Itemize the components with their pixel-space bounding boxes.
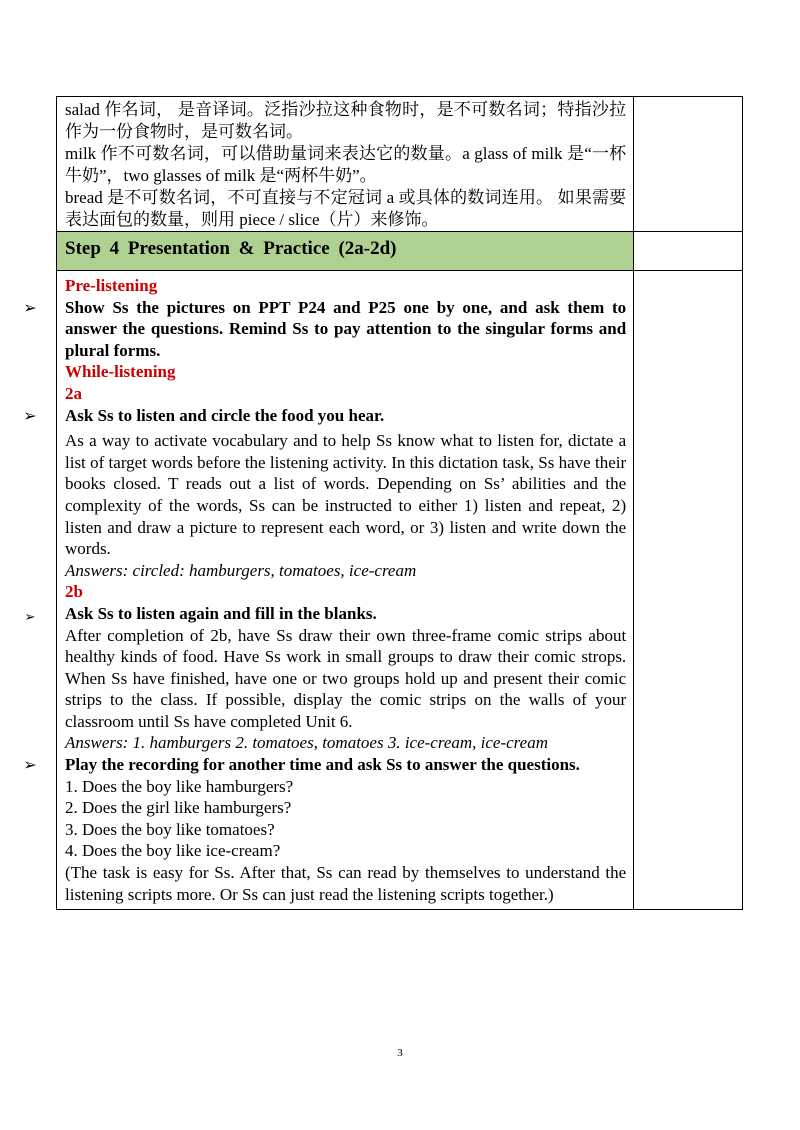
content-side-cell	[634, 271, 743, 910]
part-2b-task-text: Ask Ss to listen again and fill in the blanks.	[65, 603, 377, 623]
note-bread: bread 是不可数名词，不可直接与不定冠词 a 或具体的数词连用。 如果需要表达面包的数量，则用 piece / slice（片）来修饰。	[65, 188, 627, 229]
part-2b-task	[24, 603, 626, 625]
note-milk: milk 作不可数名词，可以借助量词来表达它的数量。a glass of milk 是“一杯牛奶”，two glasses of milk 是“两杯牛奶”。	[65, 144, 627, 185]
arrow-bullet-icon: ➢	[23, 299, 37, 317]
pre-listening-task-text: Show Ss the pictures on PPT P24 and P25 one by one, and ask them to answer the questions. Remind Ss to pay attention to the singular forms and plural forms.	[65, 297, 627, 360]
part-2a-task	[23, 405, 626, 427]
arrow-bullet-icon: ➢	[23, 757, 37, 775]
pre-listening-task	[23, 297, 627, 362]
part-2a-label: 2a	[65, 383, 82, 403]
while-listening-heading: While-listening	[65, 362, 176, 382]
step-title: Step 4 Presentation & Practice (2a-2d)	[65, 238, 397, 259]
step-header-cell	[57, 232, 634, 271]
lesson-plan-table	[23, 96, 743, 910]
play-recording-task	[23, 754, 626, 776]
content-cell	[23, 271, 634, 910]
part-2b-body: After completion of 2b, have Ss draw their own three-frame comic strips about healthy kinds of food. Have Ss work in small groups to draw their comic strops. When Ss have finished, have one or two groups hold up and present their comic strips to the class. If possible, display the comic strips on the walls of your classroom until Ss have completed Unit 6.	[65, 625, 627, 731]
content-row	[57, 271, 743, 910]
play-recording-task-text: Play the recording for another time and ask Ss to answer the questions.	[65, 755, 580, 775]
part-2a-answers: Answers: circled: hamburgers, tomatoes, ice-cream	[65, 560, 417, 580]
page-number: 3	[397, 1047, 403, 1059]
question-item: 3. Does the boy like tomatoes?	[65, 819, 275, 839]
note-salad: salad 作名词， 是音译词。泛指沙拉这种食物时，是不可数名词；特指沙拉作为一份食物时，是可数名词。	[65, 100, 627, 141]
arrow-bullet-icon: ➢	[23, 407, 37, 425]
part-2a-task-text: Ask Ss to listen and circle the food you hear.	[65, 405, 385, 425]
question-item: 4. Does the boy like ice-cream?	[65, 841, 281, 861]
pre-listening-heading: Pre-listening	[65, 276, 158, 295]
question-item: 1. Does the boy like hamburgers?	[65, 776, 294, 796]
task-note: (The task is easy for Ss. After that, Ss can read by themselves to understand the listening scripts more. Or Ss can just read the listening scripts together.)	[65, 863, 627, 904]
part-2b-answers: Answers: 1. hamburgers 2. tomatoes, tomatoes 3. ice-cream, ice-cream	[65, 733, 548, 753]
part-2a-body: As a way to activate vocabulary and to help Ss know what to listen for, dictate a list of target words before the listening activity. In this dictation task, Ss have their books closed. T reads out a list of words. Depending on Ss’ abilities and the complexity of the words, Ss can be instructed to either 1) listen and repeat, 2) listen and draw a picture to represent each word, or 3) listen and write down the words.	[65, 431, 627, 559]
question-item: 2. Does the girl like hamburgers?	[65, 798, 292, 818]
step-side-cell	[634, 232, 743, 271]
notes-row	[57, 97, 743, 232]
notes-side-cell	[634, 97, 743, 232]
part-2b-label: 2b	[65, 582, 83, 602]
step-row	[57, 232, 743, 271]
arrow-bullet-icon: ➢	[24, 608, 36, 624]
notes-cell	[57, 97, 634, 232]
